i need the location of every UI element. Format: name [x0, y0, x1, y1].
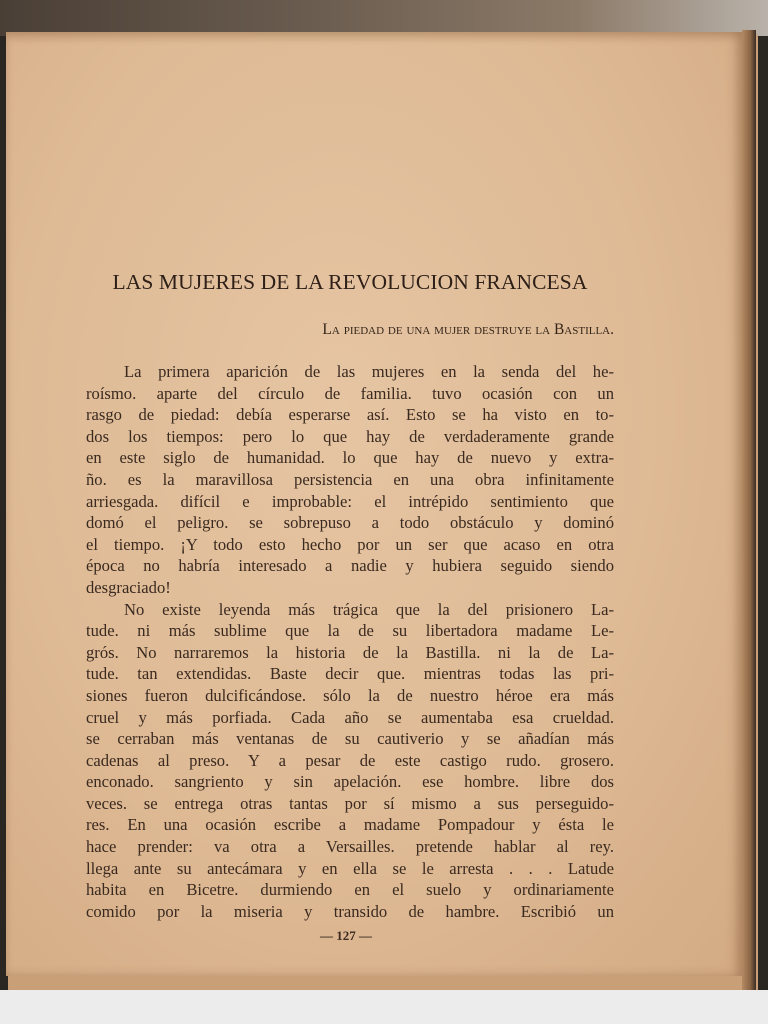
text-line: enconado. sangriento y sin apelación. ese hombre. libre dos	[86, 772, 614, 792]
text-line: domó el peligro. se sobrepuso a todo obstáculo y dominó	[86, 513, 614, 533]
book-right-edge	[742, 30, 756, 992]
body-text	[86, 361, 614, 922]
text-line: veces. se entrega otras tantas por sí mismo a sus perseguido-	[86, 793, 614, 813]
section-subtitle: La piedad de una mujer destruye la Bastilla.	[322, 321, 614, 338]
text-line: cruel y más porfiada. Cada año se aumentaba esa crueldad.	[86, 707, 614, 727]
text-line: llega ante su antecámara y en ella se le arresta . . . Latude	[86, 858, 614, 878]
text-line: comido por la miseria y transido de hambre. Escribió un	[86, 901, 614, 921]
text-line: se cerraban más ventanas de su cautiverio y se añadían más	[86, 729, 614, 749]
text-line: cadenas al preso. Y a pesar de este castigo rudo. grosero.	[86, 750, 614, 770]
text-line: roísmo. aparte del círculo de familia. tuvo ocasión con un	[86, 383, 614, 403]
text-line: en este siglo de humanidad. lo que hay de nuevo y extra-	[86, 448, 614, 468]
text-line: época no habría interesado a nadie y hubiera seguido siendo	[86, 556, 614, 576]
text-line: tude. ni más sublime que la de su libertadora madame Le-	[86, 621, 614, 641]
text-line: La primera aparición de las mujeres en la senda del he-	[124, 362, 614, 381]
scan-background-top	[0, 0, 768, 36]
text-line: rasgo de piedad: debía esperarse así. Esto se ha visto en to-	[86, 405, 614, 425]
book-page	[6, 32, 742, 976]
text-line: siones fueron dulcificándose. sólo la de nuestro héroe era más	[86, 685, 614, 705]
text-line: grós. No narraremos la historia de la Bastilla. ni la de La-	[86, 642, 614, 662]
page-number: — 127 —	[320, 928, 372, 943]
text-line: tude. tan extendidas. Baste decir que. mientras todas las pri-	[86, 664, 614, 684]
text-line: arriesgada. difícil e improbable: el intrépido sentimiento que	[86, 491, 614, 511]
text-line: ño. es la maravillosa persistencia en una obra infinitamente	[86, 469, 614, 489]
text-line: desgraciado!	[86, 577, 171, 597]
text-line: No existe leyenda más trágica que la del prisionero La-	[124, 599, 614, 619]
chapter-title: LAS MUJERES DE LA REVOLUCION FRANCESA	[112, 270, 588, 294]
text-line: el tiempo. ¡Y todo esto hecho por un ser que acaso en otra	[86, 534, 614, 554]
page-content	[86, 270, 614, 922]
text-line: res. En una ocasión escribe a madame Pompadour y ésta le	[86, 815, 614, 835]
text-line: habita en Bicetre. durmiendo en el suelo y ordinariamente	[86, 880, 614, 900]
text-line: dos los tiempos: pero lo que hay de verdaderamente grande	[86, 426, 614, 446]
scan-background-bottom	[0, 990, 768, 1024]
text-line: hace prender: va otra a Versailles. pretende hablar al rey.	[86, 837, 614, 857]
